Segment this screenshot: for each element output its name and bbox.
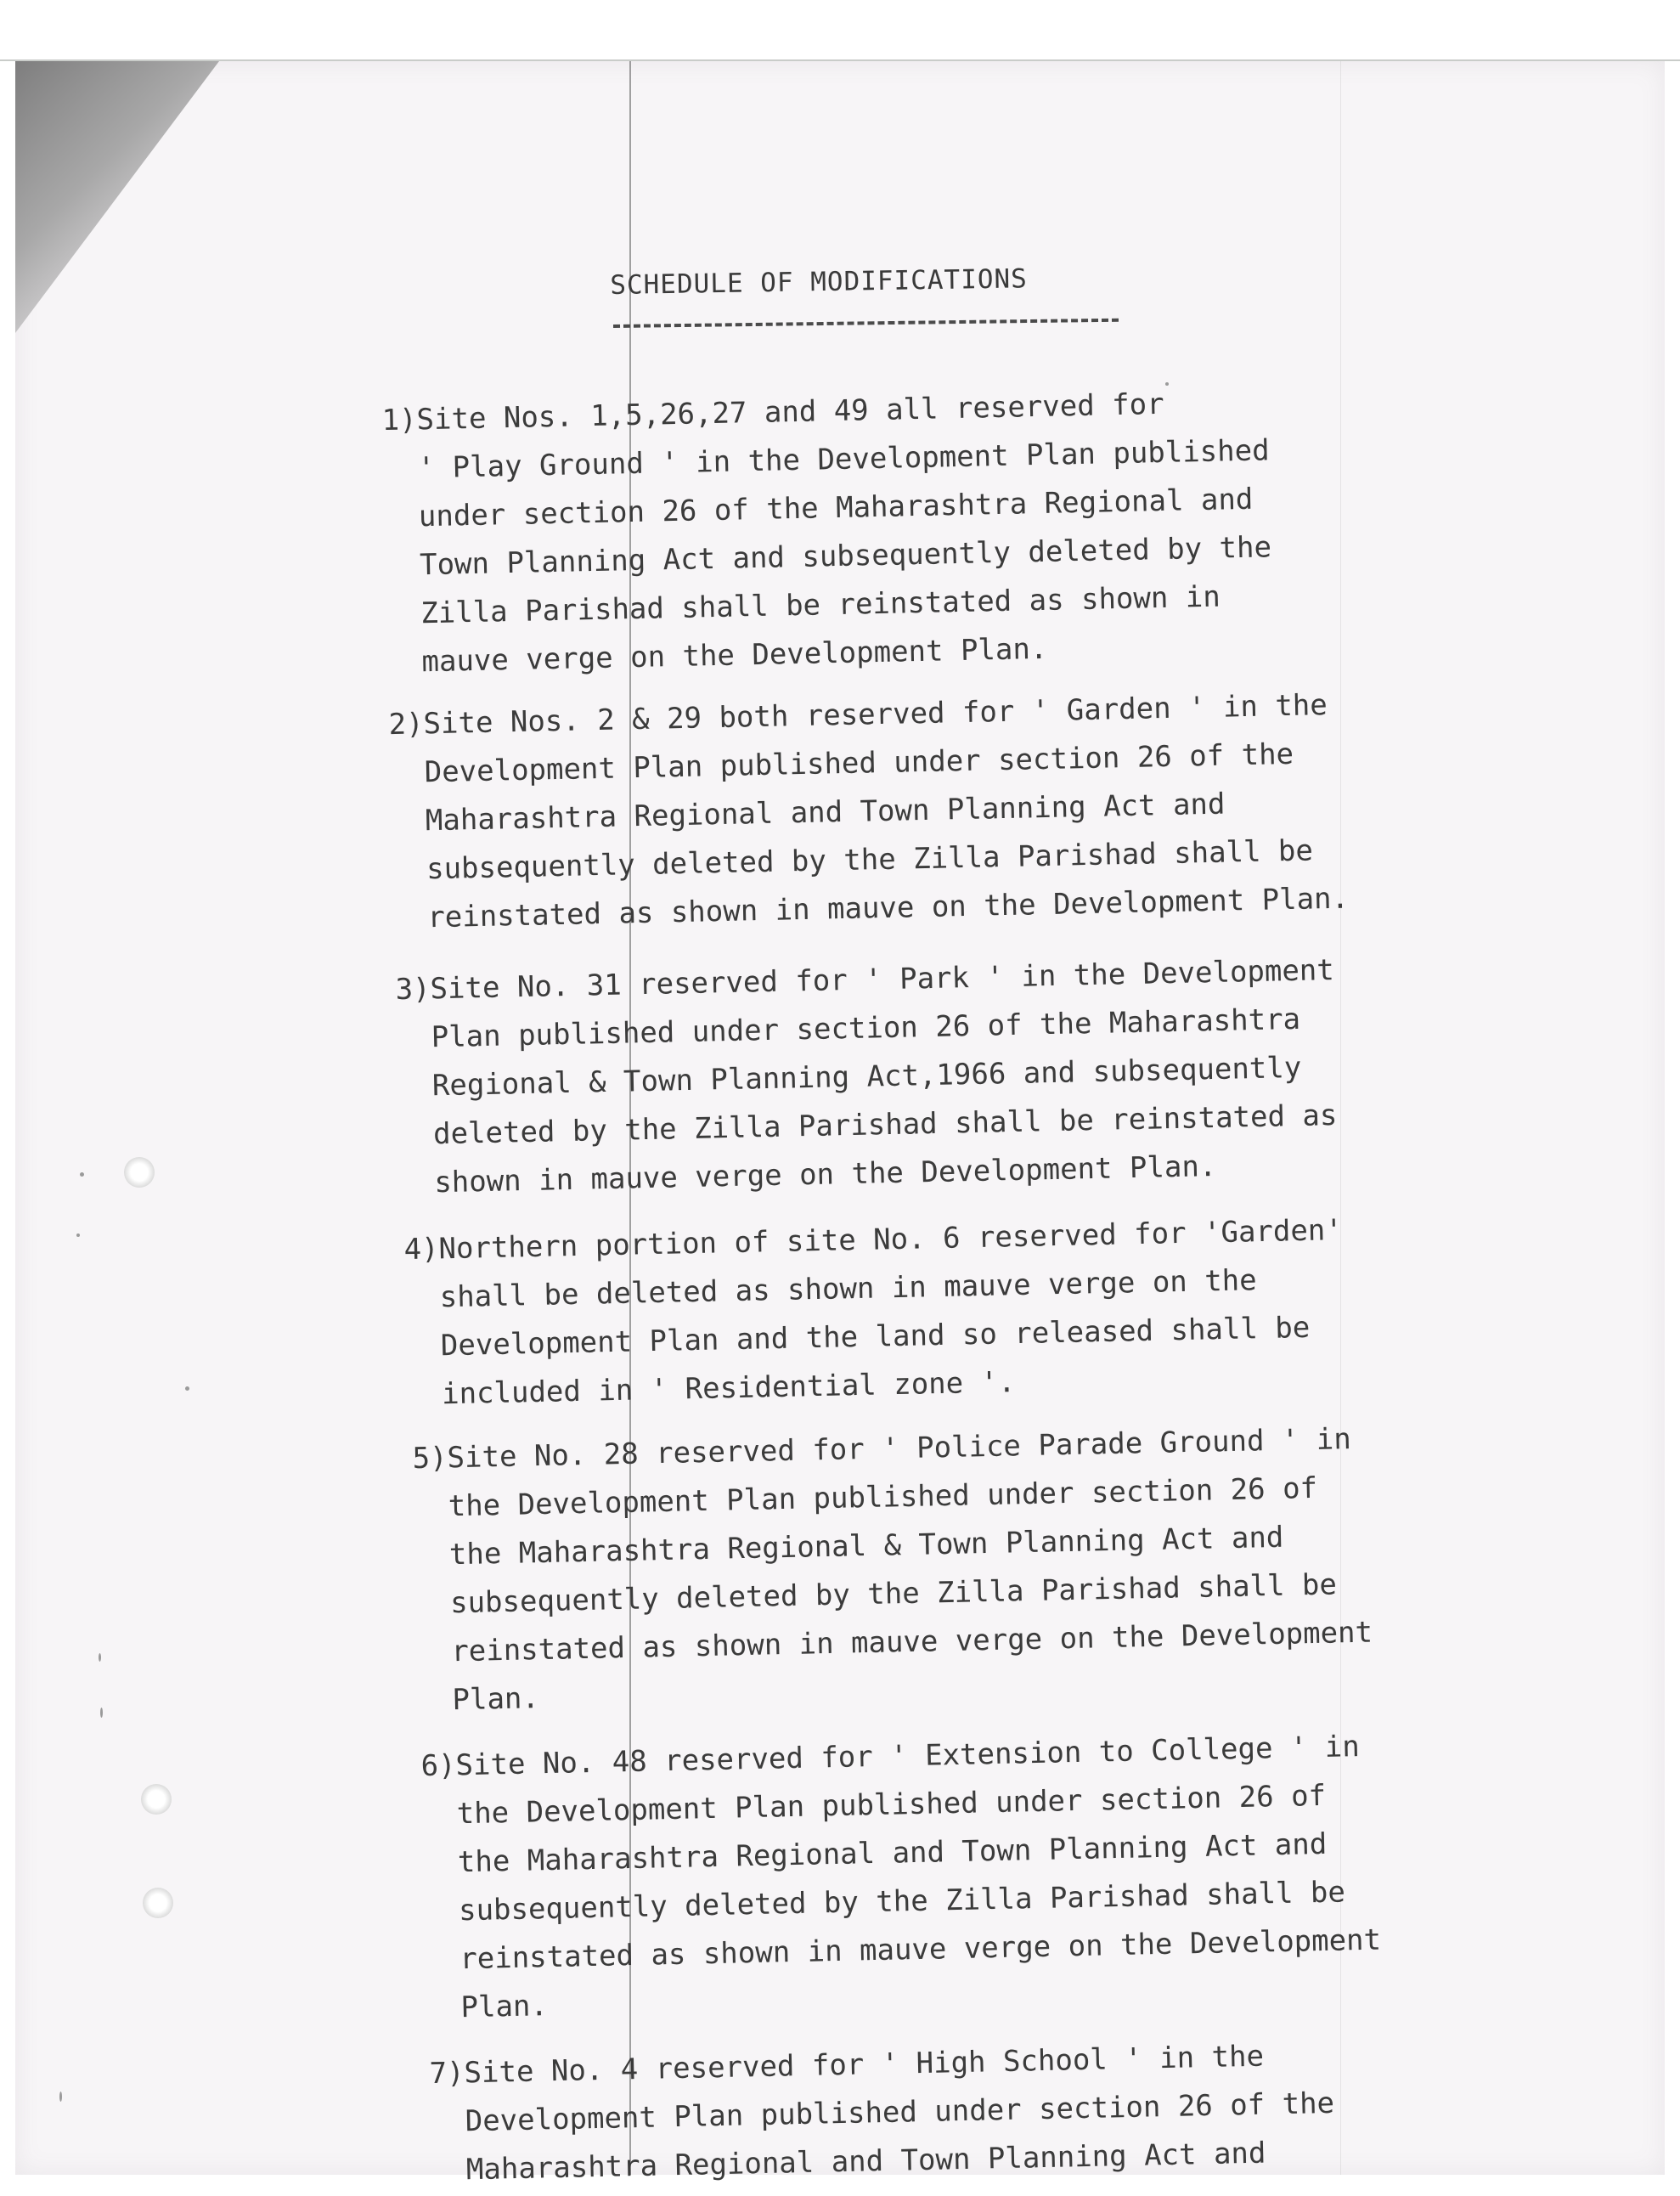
item-line: reinstated as shown in mauve verge on the Development [459,1922,1382,1977]
item-line: the Development Plan published under section 26 of [448,1471,1318,1524]
item-line: reinstated as shown in mauve on the Development Plan. [426,881,1350,935]
scan-speck [80,1172,84,1177]
item-line: subsequently deleted by the Zilla Parishad shall be [426,833,1314,887]
item-line: Development Plan published under section 26 of the [465,2086,1335,2139]
item-line: the Development Plan published under section 26 of [456,1778,1327,1832]
scan-speck [76,1233,80,1237]
schedule-item-7 [396,2031,1336,2196]
scan-speck [99,1653,101,1662]
item-line: Plan published under section 26 of the Maharashtra [431,1002,1301,1055]
schedule-item-1 [348,378,1274,688]
item-line: Maharashtra Regional and Town Planning Act and [425,787,1226,838]
scan-speck [100,1708,103,1718]
item-line: Development Plan and the land so released shall be [440,1310,1311,1363]
item-number: 4) [403,1232,439,1267]
item-line: Maharashtra Regional and Town Planning Act and [465,2136,1266,2188]
item-line: Site Nos. 1,5,26,27 and 49 all reserved for [416,387,1164,438]
item-line: Zilla Parishad shall be reinstated as shown in [420,579,1221,631]
item-line: included in ' Residential zone '. [441,1365,1016,1412]
item-line: Plan. [460,1989,549,2025]
item-line: Site Nos. 2 & 29 both reserved for ' Garden ' in the [423,688,1328,742]
item-line: subsequently deleted by the Zilla Parishad shall be [449,1567,1338,1621]
item-line: the Maharashtra Regional & Town Planning Act and [448,1520,1284,1572]
punch-hole [141,1784,172,1815]
item-line: Site No. 48 reserved for ' Extension to College ' in [455,1730,1361,1783]
document-title: SCHEDULE OF MODIFICATIONS [610,263,1029,301]
item-line: Town Planning Act and subsequently deleted by the [419,530,1272,583]
item-number: 3) [395,972,431,1008]
item-number: 2) [388,707,424,742]
item-number: 7) [429,2056,465,2092]
item-line: Regional & Town Planning Act,1966 and subsequently [431,1050,1302,1104]
item-line: Development Plan published under section 26 of the [424,737,1294,790]
scan-speck [185,1386,189,1391]
item-number: 6) [420,1748,456,1784]
punch-hole [143,1888,173,1918]
item-line: ' Play Ground ' in the Development Plan published [417,433,1270,486]
schedule-item-4 [370,1206,1346,1420]
schedule-item-2 [355,681,1350,944]
schedule-item-3 [362,946,1339,1209]
item-number: 5) [412,1441,448,1476]
schedule-item-5 [379,1415,1374,1726]
item-line: shown in mauve verge on the Development Plan. [433,1149,1217,1200]
item-line: mauve verge on the Development Plan. [421,631,1048,680]
item-line: Site No. 4 reserved for ' High School ' in the [464,2039,1265,2091]
item-line: Plan. [452,1681,540,1718]
item-line: the Maharashtra Regional and Town Planning Act and [457,1826,1328,1880]
item-line: Northern portion of site No. 6 reserved for 'Garden' [438,1213,1344,1267]
item-line: subsequently deleted by the Zilla Parishad shall be [458,1875,1346,1928]
scan-border [0,0,1680,61]
item-line: reinstated as shown in mauve verge on the Development [450,1615,1373,1669]
item-line: deleted by the Zilla Parishad shall be reinstated as [432,1098,1338,1152]
scan-speck [59,2092,62,2102]
item-line: Site No. 28 reserved for ' Police Parade Ground ' in [447,1422,1352,1476]
schedule-item-6 [387,1723,1383,2034]
item-line: shall be deleted as shown in mauve verge on the [439,1263,1258,1315]
scan-corner-shadow [15,61,219,333]
punch-hole [124,1157,155,1188]
item-line: Site No. 31 reserved for ' Park ' in the Development [430,953,1335,1007]
item-number: 1) [381,403,417,438]
item-line: under section 26 of the Maharashtra Regional and [418,482,1254,534]
